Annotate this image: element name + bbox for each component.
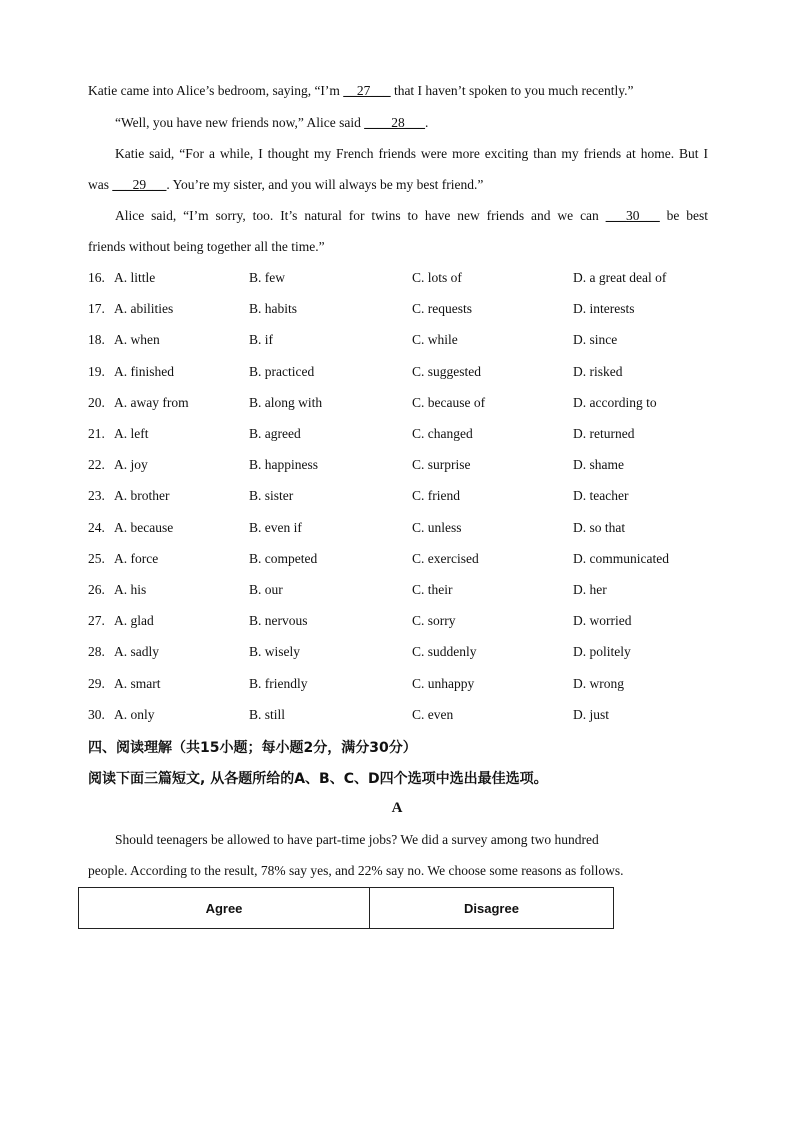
option-a: A. joy	[114, 457, 148, 473]
question-number: 28.	[88, 644, 105, 660]
table-header-disagree: Disagree	[370, 888, 614, 929]
question-number: 23.	[88, 488, 105, 504]
option-d: D. interests	[573, 301, 635, 317]
option-c: C. because of	[412, 394, 486, 410]
option-c: C. their	[412, 582, 453, 597]
option-d: D. politely	[573, 644, 631, 660]
option-a: A. sadly	[114, 644, 159, 660]
option-d: D. teacher	[573, 488, 629, 504]
part-label: A	[391, 800, 403, 816]
passage-text: . You’re my sister, and you will always be my best friend.”	[166, 177, 484, 192]
option-d: D. so that	[573, 519, 626, 535]
option-b: B. happiness	[249, 457, 318, 473]
option-b: B. even if	[249, 519, 302, 535]
option-a: A. because	[114, 519, 174, 535]
blank-27: __27___	[343, 83, 391, 98]
option-b: B. sister	[249, 488, 294, 504]
option-b: B. our	[249, 582, 283, 597]
option-c: C. unless	[412, 519, 462, 535]
passage-text: “Well, you have new friends now,” Alice said	[115, 115, 365, 130]
question-number: 19.	[88, 363, 105, 379]
option-b: B. habits	[249, 301, 298, 317]
question-number: 20.	[88, 394, 105, 410]
question-number: 25.	[88, 550, 105, 566]
question-number: 17.	[88, 301, 105, 317]
passage-text: Alice said, “I’m sorry, too. It’s natural for twins to have new friends and we can	[115, 208, 606, 223]
option-b: B. wisely	[249, 644, 301, 660]
option-c: C. requests	[412, 301, 472, 317]
passage-line-4	[88, 176, 483, 194]
option-a: A. little	[114, 270, 156, 285]
option-d: D. her	[573, 582, 607, 597]
question-number: 26.	[88, 582, 105, 597]
option-d: D. risked	[573, 363, 623, 379]
option-a: A. abilities	[114, 301, 174, 317]
blank-30: ___30___	[605, 208, 660, 223]
section-heading: 四、阅读理解（共15小题；每小题2分，满分30分）	[88, 740, 417, 756]
option-c: C. friend	[412, 488, 460, 504]
question-number: 22.	[88, 457, 105, 473]
option-c: C. suggested	[412, 363, 481, 379]
passage-text: .	[424, 115, 429, 130]
table-header-agree: Agree	[79, 888, 370, 929]
option-a: A. finished	[114, 363, 174, 379]
passage-text: be best	[659, 208, 708, 223]
option-b: B. along with	[249, 394, 323, 410]
option-d: D. since	[573, 332, 618, 348]
option-a: A. away from	[114, 394, 189, 410]
option-c: C. even	[412, 706, 454, 722]
option-a: A. glad	[114, 613, 154, 629]
option-a: A. smart	[114, 675, 161, 691]
option-c: C. exercised	[412, 550, 479, 566]
intro-line-2: people. According to the result, 78% say yes, and 22% say no. We choose some reasons as follows.	[88, 863, 624, 878]
section-instruction: 阅读下面三篇短文, 从各题所给的A、B、C、D四个选项中选出最佳选项。	[88, 771, 548, 787]
option-a: A. brother	[114, 488, 170, 504]
blank-28: ____28___	[364, 115, 425, 130]
option-d: D. according to	[573, 394, 657, 410]
option-b: B. agreed	[249, 426, 301, 441]
option-b: B. friendly	[249, 675, 308, 691]
option-c: C. sorry	[412, 613, 456, 629]
option-a: A. only	[114, 706, 155, 722]
option-d: D. wrong	[573, 675, 624, 691]
passage-line-5	[115, 207, 708, 225]
option-d: D. communicated	[573, 550, 669, 566]
option-c: C. while	[412, 332, 458, 348]
question-number: 29.	[88, 675, 105, 691]
option-b: B. practiced	[249, 363, 315, 379]
option-a: A. when	[114, 332, 160, 348]
option-a: A. force	[114, 550, 159, 566]
passage-line-6: friends without being together all the time.”	[88, 239, 325, 254]
option-d: D. returned	[573, 426, 635, 441]
question-number: 18.	[88, 332, 105, 348]
question-number: 16.	[88, 270, 105, 285]
question-number: 30.	[88, 706, 105, 722]
option-d: D. a great deal of	[573, 270, 667, 285]
option-b: B. nervous	[249, 613, 308, 629]
option-c: C. lots of	[412, 270, 462, 285]
question-number: 27.	[88, 613, 105, 629]
option-d: D. just	[573, 706, 610, 722]
option-a: A. his	[114, 582, 147, 597]
passage-text: Katie came into Alice’s bedroom, saying, “I’m	[88, 83, 344, 98]
option-b: B. still	[249, 706, 286, 722]
option-c: C. surprise	[412, 457, 471, 473]
passage-line-2	[115, 114, 428, 132]
option-c: C. suddenly	[412, 644, 477, 660]
intro-line-1: Should teenagers be allowed to have part-time jobs? We did a survey among two hundred	[115, 832, 599, 847]
passage-text: that I haven’t spoken to you much recently.”	[390, 83, 634, 98]
option-d: D. shame	[573, 457, 624, 473]
passage-line-3: Katie said, “For a while, I thought my French friends were more exciting than my friends at home. But I	[115, 146, 708, 161]
option-d: D. worried	[573, 613, 632, 629]
option-b: B. if	[249, 332, 274, 348]
passage-text: was	[88, 177, 113, 192]
survey-table	[78, 887, 614, 929]
option-b: B. competed	[249, 550, 318, 566]
passage-line-1	[88, 82, 634, 100]
option-a: A. left	[114, 426, 149, 441]
question-number: 21.	[88, 426, 105, 441]
option-c: C. changed	[412, 426, 473, 441]
option-b: B. few	[249, 270, 285, 285]
blank-29: ___29___	[112, 177, 167, 192]
option-c: C. unhappy	[412, 675, 475, 691]
question-number: 24.	[88, 519, 105, 535]
